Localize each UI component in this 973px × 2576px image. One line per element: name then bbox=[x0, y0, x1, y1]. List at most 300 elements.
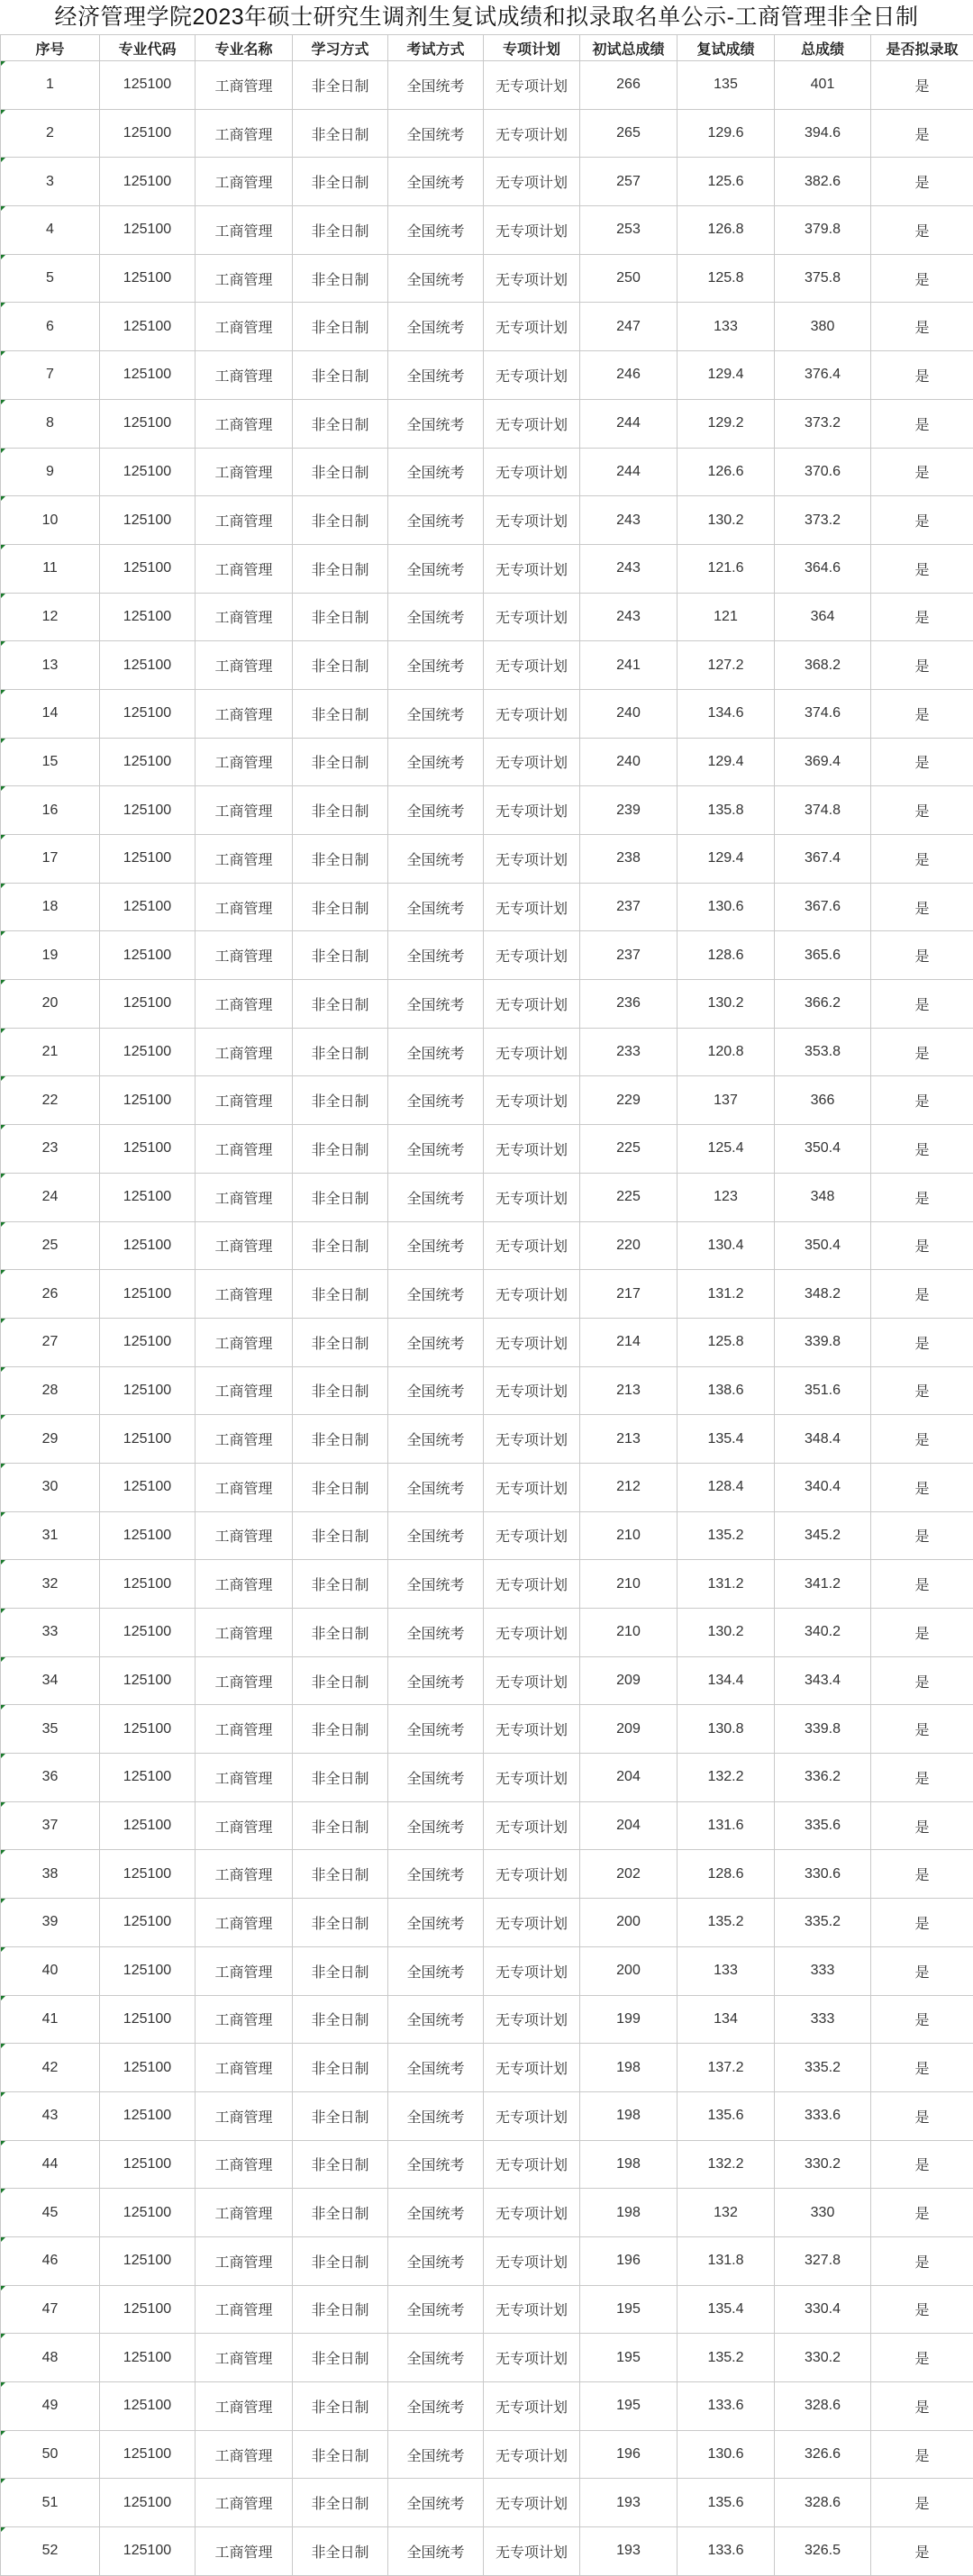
table-cell: 全国统考 bbox=[388, 1754, 484, 1802]
table-cell: 125100 bbox=[100, 254, 196, 303]
table-cell: 工商管理 bbox=[196, 931, 293, 980]
table-row bbox=[1, 1899, 973, 1947]
table-cell: 无专项计划 bbox=[484, 2091, 580, 2140]
table-cell: 21 bbox=[1, 1028, 100, 1076]
table-cell: 135.8 bbox=[677, 786, 775, 835]
table-row bbox=[1, 254, 973, 303]
table-cell: 工商管理 bbox=[196, 1609, 293, 1657]
table-cell: 全国统考 bbox=[388, 2236, 484, 2285]
table-cell: 210 bbox=[580, 1560, 677, 1609]
table-cell: 125100 bbox=[100, 544, 196, 593]
table-row bbox=[1, 61, 973, 110]
table-cell: 是 bbox=[871, 303, 973, 351]
table-body bbox=[1, 61, 973, 2576]
table-cell: 无专项计划 bbox=[484, 1995, 580, 2044]
table-cell: 125100 bbox=[100, 980, 196, 1029]
table-cell: 是 bbox=[871, 1125, 973, 1174]
table-cell: 全国统考 bbox=[388, 1946, 484, 1995]
table-cell: 全国统考 bbox=[388, 2091, 484, 2140]
table-cell: 工商管理 bbox=[196, 61, 293, 110]
table-cell: 28 bbox=[1, 1366, 100, 1415]
table-cell: 全国统考 bbox=[388, 689, 484, 738]
table-cell: 368.2 bbox=[775, 641, 871, 690]
table-cell: 125100 bbox=[100, 2430, 196, 2479]
table-cell: 125100 bbox=[100, 1221, 196, 1270]
table-cell: 非全日制 bbox=[293, 980, 388, 1029]
table-cell: 15 bbox=[1, 738, 100, 786]
table-cell: 125100 bbox=[100, 158, 196, 206]
table-cell: 125.8 bbox=[677, 1318, 775, 1366]
table-cell: 无专项计划 bbox=[484, 1270, 580, 1319]
table-cell: 工商管理 bbox=[196, 351, 293, 400]
table-cell: 198 bbox=[580, 2140, 677, 2189]
header-cell: 是否拟录取 bbox=[871, 35, 973, 61]
table-cell: 是 bbox=[871, 1221, 973, 1270]
header-cell: 复试成绩 bbox=[677, 35, 775, 61]
table-cell: 125100 bbox=[100, 1995, 196, 2044]
table-row bbox=[1, 1946, 973, 1995]
table-cell: 全国统考 bbox=[388, 1850, 484, 1899]
table-cell: 无专项计划 bbox=[484, 2334, 580, 2382]
table-cell: 351.6 bbox=[775, 1366, 871, 1415]
table-cell: 是 bbox=[871, 835, 973, 884]
table-cell: 217 bbox=[580, 1270, 677, 1319]
table-cell: 是 bbox=[871, 1366, 973, 1415]
table-row bbox=[1, 1995, 973, 2044]
table-cell: 工商管理 bbox=[196, 1946, 293, 1995]
table-cell: 是 bbox=[871, 1656, 973, 1705]
table-cell: 是 bbox=[871, 980, 973, 1029]
table-cell: 11 bbox=[1, 544, 100, 593]
table-cell: 无专项计划 bbox=[484, 109, 580, 158]
table-cell: 130.8 bbox=[677, 1705, 775, 1754]
table-cell: 125100 bbox=[100, 1946, 196, 1995]
table-cell: 工商管理 bbox=[196, 1754, 293, 1802]
table-cell: 375.8 bbox=[775, 254, 871, 303]
table-cell: 工商管理 bbox=[196, 593, 293, 641]
table-cell: 非全日制 bbox=[293, 2430, 388, 2479]
table-cell: 全国统考 bbox=[388, 1705, 484, 1754]
table-row bbox=[1, 641, 973, 690]
table-cell: 工商管理 bbox=[196, 786, 293, 835]
table-cell: 无专项计划 bbox=[484, 2140, 580, 2189]
table-cell: 非全日制 bbox=[293, 351, 388, 400]
table-cell: 全国统考 bbox=[388, 1076, 484, 1125]
table-cell: 无专项计划 bbox=[484, 2382, 580, 2431]
table-cell: 48 bbox=[1, 2334, 100, 2382]
table-cell: 是 bbox=[871, 448, 973, 496]
table-cell: 125100 bbox=[100, 448, 196, 496]
table-cell: 131.8 bbox=[677, 2236, 775, 2285]
table-cell: 195 bbox=[580, 2334, 677, 2382]
table-row bbox=[1, 593, 973, 641]
table-cell: 125100 bbox=[100, 109, 196, 158]
table-cell: 工商管理 bbox=[196, 1995, 293, 2044]
table-cell: 是 bbox=[871, 1946, 973, 1995]
table-cell: 是 bbox=[871, 1609, 973, 1657]
table-cell: 是 bbox=[871, 2091, 973, 2140]
table-cell: 非全日制 bbox=[293, 1173, 388, 1221]
table-cell: 333 bbox=[775, 1946, 871, 1995]
table-cell: 全国统考 bbox=[388, 206, 484, 255]
table-cell: 工商管理 bbox=[196, 1173, 293, 1221]
table-cell: 244 bbox=[580, 399, 677, 448]
table-cell: 工商管理 bbox=[196, 1463, 293, 1511]
table-cell: 125100 bbox=[100, 2236, 196, 2285]
table-cell: 是 bbox=[871, 1560, 973, 1609]
table-cell: 125100 bbox=[100, 2044, 196, 2092]
table-cell: 是 bbox=[871, 1995, 973, 2044]
table-cell: 42 bbox=[1, 2044, 100, 2092]
table-cell: 135.2 bbox=[677, 2334, 775, 2382]
table-cell: 13 bbox=[1, 641, 100, 690]
table-cell: 135.4 bbox=[677, 2285, 775, 2334]
table-cell: 全国统考 bbox=[388, 2479, 484, 2527]
table-cell: 199 bbox=[580, 1995, 677, 2044]
table-cell: 是 bbox=[871, 2430, 973, 2479]
table-row bbox=[1, 1463, 973, 1511]
table-cell: 非全日制 bbox=[293, 2140, 388, 2189]
table-cell: 工商管理 bbox=[196, 1076, 293, 1125]
table-cell: 非全日制 bbox=[293, 254, 388, 303]
table-cell: 348.4 bbox=[775, 1415, 871, 1464]
table-cell: 全国统考 bbox=[388, 351, 484, 400]
table-cell: 9 bbox=[1, 448, 100, 496]
table-cell: 29 bbox=[1, 1415, 100, 1464]
table-cell: 10 bbox=[1, 496, 100, 545]
table-cell: 无专项计划 bbox=[484, 1173, 580, 1221]
table-cell: 210 bbox=[580, 1511, 677, 1560]
table-cell: 是 bbox=[871, 351, 973, 400]
table-row bbox=[1, 1609, 973, 1657]
table-cell: 132 bbox=[677, 2189, 775, 2237]
table-cell: 130.6 bbox=[677, 883, 775, 931]
table-cell: 非全日制 bbox=[293, 158, 388, 206]
table-cell: 非全日制 bbox=[293, 1511, 388, 1560]
table-cell: 无专项计划 bbox=[484, 1125, 580, 1174]
table-cell: 工商管理 bbox=[196, 1318, 293, 1366]
table-cell: 是 bbox=[871, 2382, 973, 2431]
table-cell: 全国统考 bbox=[388, 2334, 484, 2382]
table-cell: 125100 bbox=[100, 1609, 196, 1657]
table-cell: 128.6 bbox=[677, 1850, 775, 1899]
table-cell: 204 bbox=[580, 1801, 677, 1850]
table-cell: 246 bbox=[580, 351, 677, 400]
table-row bbox=[1, 2527, 973, 2576]
table-cell: 130.2 bbox=[677, 980, 775, 1029]
table-cell: 是 bbox=[871, 2236, 973, 2285]
table-cell: 非全日制 bbox=[293, 883, 388, 931]
table-cell: 380 bbox=[775, 303, 871, 351]
table-cell: 无专项计划 bbox=[484, 2430, 580, 2479]
table-cell: 非全日制 bbox=[293, 303, 388, 351]
table-cell: 243 bbox=[580, 544, 677, 593]
table-row bbox=[1, 2091, 973, 2140]
table-cell: 50 bbox=[1, 2430, 100, 2479]
table-cell: 40 bbox=[1, 1946, 100, 1995]
table-cell: 41 bbox=[1, 1995, 100, 2044]
table-row bbox=[1, 738, 973, 786]
table-row bbox=[1, 206, 973, 255]
table-cell: 无专项计划 bbox=[484, 1511, 580, 1560]
table-cell: 全国统考 bbox=[388, 2189, 484, 2237]
table-cell: 233 bbox=[580, 1028, 677, 1076]
table-cell: 是 bbox=[871, 1801, 973, 1850]
table-cell: 是 bbox=[871, 1511, 973, 1560]
table-cell: 全国统考 bbox=[388, 1511, 484, 1560]
table-cell: 128.4 bbox=[677, 1463, 775, 1511]
table-cell: 213 bbox=[580, 1415, 677, 1464]
table-cell: 125100 bbox=[100, 1173, 196, 1221]
table-row bbox=[1, 1511, 973, 1560]
table-cell: 无专项计划 bbox=[484, 980, 580, 1029]
table-cell: 128.6 bbox=[677, 931, 775, 980]
table-cell: 364 bbox=[775, 593, 871, 641]
table-cell: 无专项计划 bbox=[484, 544, 580, 593]
table-cell: 工商管理 bbox=[196, 303, 293, 351]
table-cell: 333.6 bbox=[775, 2091, 871, 2140]
table-cell: 无专项计划 bbox=[484, 689, 580, 738]
table-cell: 工商管理 bbox=[196, 1560, 293, 1609]
table-row bbox=[1, 2479, 973, 2527]
table-cell: 工商管理 bbox=[196, 109, 293, 158]
table-row bbox=[1, 399, 973, 448]
table-cell: 无专项计划 bbox=[484, 1318, 580, 1366]
table-cell: 是 bbox=[871, 1318, 973, 1366]
table-cell: 125100 bbox=[100, 1125, 196, 1174]
table-cell: 是 bbox=[871, 544, 973, 593]
table-cell: 工商管理 bbox=[196, 2189, 293, 2237]
header-cell: 初试总成绩 bbox=[580, 35, 677, 61]
table-cell: 全国统考 bbox=[388, 1366, 484, 1415]
table-cell: 无专项计划 bbox=[484, 1560, 580, 1609]
table-cell: 125100 bbox=[100, 835, 196, 884]
table-cell: 125100 bbox=[100, 1463, 196, 1511]
table-cell: 370.6 bbox=[775, 448, 871, 496]
table-cell: 工商管理 bbox=[196, 1415, 293, 1464]
table-cell: 125100 bbox=[100, 1511, 196, 1560]
table-cell: 无专项计划 bbox=[484, 1076, 580, 1125]
table-cell: 130.2 bbox=[677, 496, 775, 545]
table-cell: 135.4 bbox=[677, 1415, 775, 1464]
table-cell: 43 bbox=[1, 2091, 100, 2140]
table-cell: 330.2 bbox=[775, 2140, 871, 2189]
table-cell: 335.6 bbox=[775, 1801, 871, 1850]
table-cell: 131.2 bbox=[677, 1270, 775, 1319]
table-cell: 2 bbox=[1, 109, 100, 158]
table-cell: 无专项计划 bbox=[484, 1028, 580, 1076]
table-cell: 196 bbox=[580, 2430, 677, 2479]
table-cell: 非全日制 bbox=[293, 2382, 388, 2431]
table-cell: 330 bbox=[775, 2189, 871, 2237]
table-cell: 30 bbox=[1, 1463, 100, 1511]
table-cell: 239 bbox=[580, 786, 677, 835]
table-cell: 133.6 bbox=[677, 2527, 775, 2576]
table-cell: 工商管理 bbox=[196, 1028, 293, 1076]
table-cell: 125100 bbox=[100, 883, 196, 931]
table-cell: 32 bbox=[1, 1560, 100, 1609]
table-cell: 37 bbox=[1, 1801, 100, 1850]
table-cell: 131.6 bbox=[677, 1801, 775, 1850]
table-cell: 无专项计划 bbox=[484, 641, 580, 690]
table-row bbox=[1, 2236, 973, 2285]
table-cell: 非全日制 bbox=[293, 1221, 388, 1270]
table-cell: 无专项计划 bbox=[484, 883, 580, 931]
table-cell: 125100 bbox=[100, 1850, 196, 1899]
table-cell: 全国统考 bbox=[388, 1028, 484, 1076]
table-cell: 非全日制 bbox=[293, 835, 388, 884]
table-cell: 工商管理 bbox=[196, 2479, 293, 2527]
table-cell: 129.2 bbox=[677, 399, 775, 448]
table-cell: 138.6 bbox=[677, 1366, 775, 1415]
table-cell: 工商管理 bbox=[196, 1270, 293, 1319]
table-cell: 373.2 bbox=[775, 496, 871, 545]
table-cell: 125.6 bbox=[677, 158, 775, 206]
table-cell: 工商管理 bbox=[196, 1801, 293, 1850]
table-cell: 非全日制 bbox=[293, 448, 388, 496]
table-cell: 17 bbox=[1, 835, 100, 884]
table-cell: 全国统考 bbox=[388, 2430, 484, 2479]
header-cell: 专项计划 bbox=[484, 35, 580, 61]
table-row bbox=[1, 883, 973, 931]
table-cell: 229 bbox=[580, 1076, 677, 1125]
table-cell: 125100 bbox=[100, 1028, 196, 1076]
table-cell: 137.2 bbox=[677, 2044, 775, 2092]
table-cell: 全国统考 bbox=[388, 1609, 484, 1657]
table-cell: 225 bbox=[580, 1125, 677, 1174]
table-cell: 是 bbox=[871, 2479, 973, 2527]
table-cell: 348 bbox=[775, 1173, 871, 1221]
table-cell: 123 bbox=[677, 1173, 775, 1221]
table-cell: 126.8 bbox=[677, 206, 775, 255]
table-cell: 非全日制 bbox=[293, 1028, 388, 1076]
table-cell: 工商管理 bbox=[196, 2140, 293, 2189]
table-cell: 129.4 bbox=[677, 351, 775, 400]
table-cell: 无专项计划 bbox=[484, 2044, 580, 2092]
table-cell: 非全日制 bbox=[293, 1318, 388, 1366]
table-row bbox=[1, 1705, 973, 1754]
table-cell: 244 bbox=[580, 448, 677, 496]
table-cell: 是 bbox=[871, 931, 973, 980]
table-cell: 33 bbox=[1, 1609, 100, 1657]
table-cell: 23 bbox=[1, 1125, 100, 1174]
table-cell: 19 bbox=[1, 931, 100, 980]
table-cell: 127.2 bbox=[677, 641, 775, 690]
table-cell: 非全日制 bbox=[293, 738, 388, 786]
table-cell: 376.4 bbox=[775, 351, 871, 400]
table-cell: 20 bbox=[1, 980, 100, 1029]
table-cell: 工商管理 bbox=[196, 2382, 293, 2431]
table-cell: 是 bbox=[871, 786, 973, 835]
table-cell: 125100 bbox=[100, 1899, 196, 1947]
table-cell: 132.2 bbox=[677, 2140, 775, 2189]
table-cell: 340.2 bbox=[775, 1609, 871, 1657]
page-title: 经济管理学院2023年硕士研究生调剂生复试成绩和拟录取名单公示-工商管理非全日制 bbox=[0, 0, 973, 34]
table-cell: 125100 bbox=[100, 2091, 196, 2140]
table-cell: 无专项计划 bbox=[484, 1801, 580, 1850]
table-cell: 是 bbox=[871, 1463, 973, 1511]
table-cell: 237 bbox=[580, 883, 677, 931]
table-cell: 343.4 bbox=[775, 1656, 871, 1705]
table-cell: 非全日制 bbox=[293, 1705, 388, 1754]
table-cell: 工商管理 bbox=[196, 689, 293, 738]
table-cell: 125100 bbox=[100, 593, 196, 641]
table-cell: 131.2 bbox=[677, 1560, 775, 1609]
table-cell: 是 bbox=[871, 158, 973, 206]
table-cell: 非全日制 bbox=[293, 1995, 388, 2044]
table-cell: 350.4 bbox=[775, 1221, 871, 1270]
table-cell: 125100 bbox=[100, 1801, 196, 1850]
table-cell: 工商管理 bbox=[196, 2044, 293, 2092]
table-row bbox=[1, 786, 973, 835]
table-cell: 209 bbox=[580, 1656, 677, 1705]
table-row bbox=[1, 2382, 973, 2431]
table-cell: 45 bbox=[1, 2189, 100, 2237]
table-cell: 35 bbox=[1, 1705, 100, 1754]
table-cell: 209 bbox=[580, 1705, 677, 1754]
table-cell: 是 bbox=[871, 2189, 973, 2237]
table-cell: 27 bbox=[1, 1318, 100, 1366]
admission-table bbox=[0, 34, 973, 2576]
table-cell: 非全日制 bbox=[293, 1609, 388, 1657]
table-cell: 非全日制 bbox=[293, 61, 388, 110]
table-cell: 130.4 bbox=[677, 1221, 775, 1270]
table-row bbox=[1, 2140, 973, 2189]
table-cell: 是 bbox=[871, 2140, 973, 2189]
table-cell: 240 bbox=[580, 738, 677, 786]
table-cell: 125100 bbox=[100, 206, 196, 255]
table-cell: 是 bbox=[871, 2334, 973, 2382]
table-cell: 非全日制 bbox=[293, 1754, 388, 1802]
table-cell: 330.4 bbox=[775, 2285, 871, 2334]
table-cell: 38 bbox=[1, 1850, 100, 1899]
table-cell: 257 bbox=[580, 158, 677, 206]
table-cell: 非全日制 bbox=[293, 109, 388, 158]
table-cell: 3 bbox=[1, 158, 100, 206]
table-cell: 379.8 bbox=[775, 206, 871, 255]
table-cell: 125100 bbox=[100, 738, 196, 786]
table-cell: 327.8 bbox=[775, 2236, 871, 2285]
table-row bbox=[1, 1318, 973, 1366]
table-cell: 无专项计划 bbox=[484, 2189, 580, 2237]
table-cell: 工商管理 bbox=[196, 2091, 293, 2140]
table-cell: 全国统考 bbox=[388, 2044, 484, 2092]
table-cell: 工商管理 bbox=[196, 2527, 293, 2576]
table-cell: 是 bbox=[871, 2044, 973, 2092]
table-cell: 非全日制 bbox=[293, 2044, 388, 2092]
table-row bbox=[1, 1366, 973, 1415]
table-cell: 全国统考 bbox=[388, 1899, 484, 1947]
table-cell: 全国统考 bbox=[388, 254, 484, 303]
table-cell: 非全日制 bbox=[293, 2334, 388, 2382]
table-cell: 非全日制 bbox=[293, 1463, 388, 1511]
table-cell: 129.4 bbox=[677, 835, 775, 884]
table-cell: 是 bbox=[871, 399, 973, 448]
table-cell: 225 bbox=[580, 1173, 677, 1221]
table-cell: 36 bbox=[1, 1754, 100, 1802]
table-cell: 全国统考 bbox=[388, 109, 484, 158]
table-cell: 非全日制 bbox=[293, 2479, 388, 2527]
table-cell: 全国统考 bbox=[388, 496, 484, 545]
table-cell: 无专项计划 bbox=[484, 1705, 580, 1754]
table-cell: 125100 bbox=[100, 61, 196, 110]
table-cell: 47 bbox=[1, 2285, 100, 2334]
table-cell: 345.2 bbox=[775, 1511, 871, 1560]
table-cell: 125100 bbox=[100, 1754, 196, 1802]
table-cell: 125100 bbox=[100, 351, 196, 400]
table-cell: 4 bbox=[1, 206, 100, 255]
table-cell: 工商管理 bbox=[196, 496, 293, 545]
